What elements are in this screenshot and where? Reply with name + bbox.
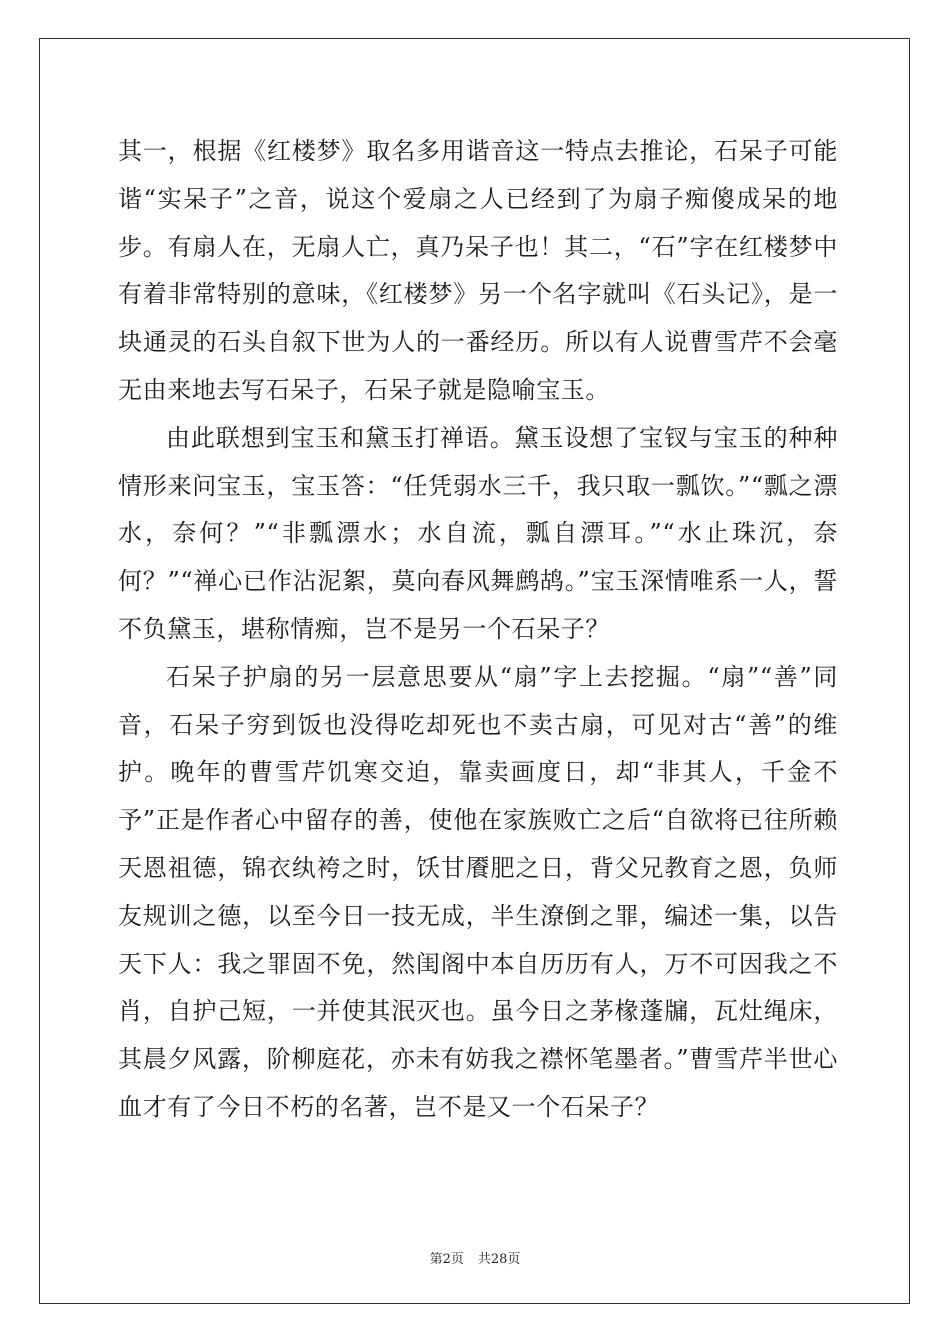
page-footer (0, 1248, 950, 1267)
paragraph-3: 石呆子护扇的另一层意思要从“扇”字上去挖掘。“扇”“善”同音，石呆子穷到饭也没得吃却死也不卖古扇，可见对古“善”的维护。晚年的曹雪芹饥寒交迫，靠卖画度日，却“非其人，千金不予”正是作者心中留存的善，使他在家族败亡之后“自欲将已往所赖天恩祖德，锦衣纨袴之时，饫甘餍肥之日，背父兄教育之恩，负师友规训之德，以至今日一技无成，半生潦倒之罪，编述一集，以告天下人：我之罪固不免，然闺阁中本自历历有人，万不可因我之不肖，自护己短，一并使其泯灭也。虽今日之茅椽蓬牖，瓦灶绳床，其晨夕风露，阶柳庭花，亦未有妨我之襟怀笔墨者。”曹雪芹半世心血才有了今日不朽的名著，岂不是又一个石呆子？ (118, 662, 838, 1121)
paragraph-1: 其一，根据《红楼梦》取名多用谐音这一特点去推论，石呆子可能谐“实呆子”之音，说这个爱扇之人已经到了为扇子痴傻成呆的地步。有扇人在，无扇人亡，真乃呆子也！其二，“石”字在红楼梦中有着非常特别的意味，《红楼梦》另一个名字就叫《石头记》，是一块通灵的石头自叙下世为人的一番经历。所以有人说曹雪芹不会毫无由来地去写石呆子，石呆子就是隐喻宝玉。 (118, 137, 838, 404)
page-total: 共28页 (477, 1252, 521, 1267)
paragraph-2: 由此联想到宝玉和黛玉打禅语。黛玉设想了宝钗与宝玉的种种情形来问宝玉，宝玉答：“任凭弱水三千，我只取一瓢饮。”“瓢之漂水，奈何？”“非瓢漂水；水自流，瓢自漂耳。”“水止珠沉，奈何？”“禅心已作沾泥絮，莫向春风舞鹧鸪。”宝玉深情唯系一人，誓不负黛玉，堪称情痴，岂不是另一个石呆子？ (118, 423, 838, 643)
page-number: 第2页 (429, 1252, 464, 1267)
document-body (118, 128, 838, 1132)
